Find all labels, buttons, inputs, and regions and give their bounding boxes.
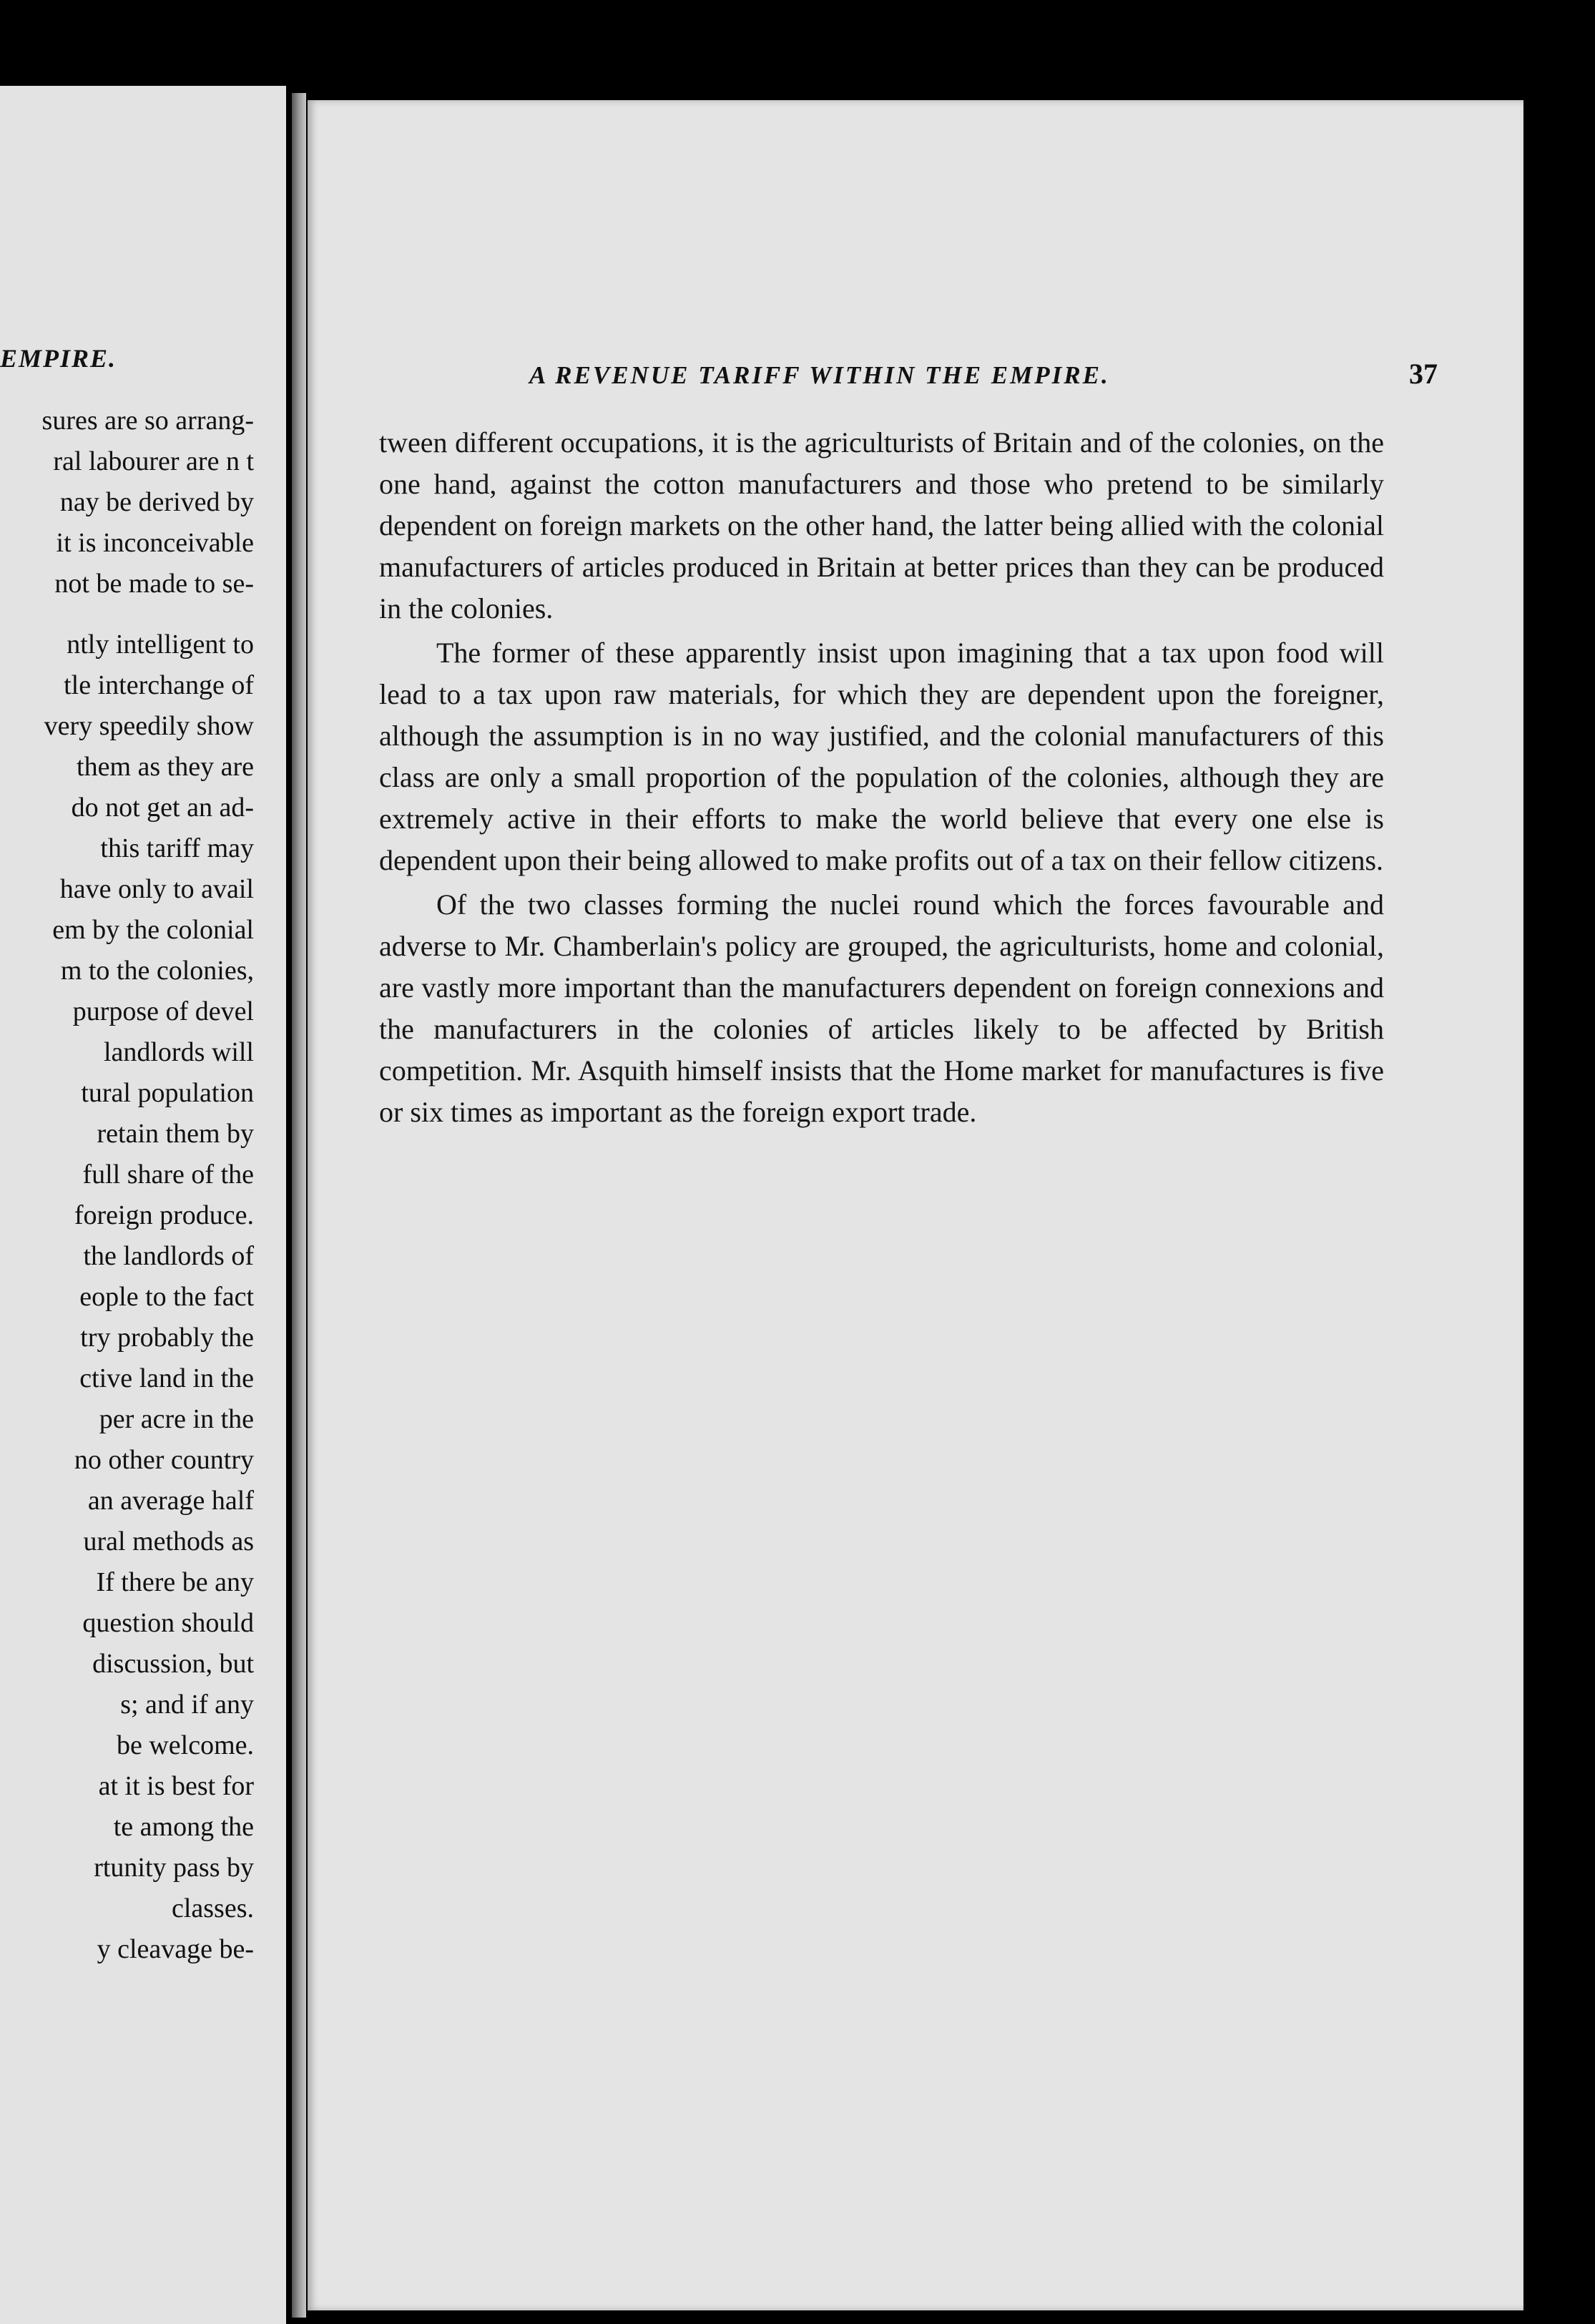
previous-page-line: question should — [82, 1608, 254, 1638]
previous-page-line: try probably the — [80, 1323, 254, 1353]
paragraph-3: Of the two classes forming the nuclei round which the forces favourable and adverse to Mr. Chamberlain's policy are grouped, the agriculturists, home and colonial, are vastly more important than the manufacturers dependent on foreign connexions and the manufacturers in the colonies of articles likely to be affected by British competition. Mr. Asquith himself insists that the Home market for manufactures is five or six times as important as the foreign export trade. — [379, 888, 1384, 1128]
previous-page-line: tle interchange of — [64, 670, 254, 700]
book-gutter — [292, 93, 306, 2318]
paragraph-2: The former of these apparently insist upon imagining that a tax upon food will lead to a tax upon raw materials, for which they are dependent upon the foreigner, although the assumption is in no way justified, and the colonial manufacturers of this class are only a small proportion of the population of the colonies, although they are extremely active in their efforts to make the world believe that every one else is dependent upon their being allowed to make profits out of a tax on their fellow citizens. — [379, 637, 1384, 876]
body-text — [379, 422, 1384, 1133]
previous-page-line: an average half — [87, 1486, 254, 1516]
previous-page-line: not be made to se- — [54, 569, 254, 599]
previous-page-line: no other country — [74, 1445, 254, 1475]
previous-page-line: sures are so arrang- — [41, 406, 254, 436]
previous-page-line: at it is best for — [98, 1771, 254, 1801]
previous-page-line: y cleavage be- — [97, 1934, 254, 1964]
previous-page-line: m to the colonies, — [60, 956, 254, 986]
previous-page-line: s; and if any — [120, 1690, 254, 1720]
previous-page-line: per acre in the — [99, 1404, 254, 1434]
previous-page-line: discussion, but — [92, 1649, 254, 1679]
previous-page-running-head: EMPIRE. — [0, 344, 117, 373]
previous-page-line: ral labourer are n t — [53, 446, 254, 476]
previous-page-line: If there be any — [96, 1567, 254, 1597]
paragraph-gap — [0, 604, 254, 624]
previous-page-line: them as they are — [77, 752, 254, 782]
previous-page — [0, 86, 286, 2324]
running-head — [529, 358, 1459, 404]
running-head-title: A REVENUE TARIFF WITHIN THE EMPIRE. — [529, 361, 1110, 389]
previous-page-line: retain them by — [97, 1119, 254, 1149]
previous-page-line: nay be derived by — [59, 487, 254, 517]
paragraph-1: tween different occupations, it is the agriculturists of Britain and of the colonies, on the one hand, against the cotton manufacturers and those who pretend to be similarly dependent on foreign markets on the other hand, the latter being allied with the colonial manufacturers of articles produced in Britain at better prices than they can be produced in the colonies. — [379, 426, 1384, 624]
previous-page-line: the landlords of — [83, 1241, 254, 1271]
previous-page-line: it is inconceivable — [56, 528, 254, 558]
previous-page-line: full share of the — [82, 1159, 254, 1190]
previous-page-line: purpose of devel — [72, 996, 254, 1026]
previous-page-line: foreign produce. — [74, 1200, 254, 1230]
previous-page-line: eople to the fact — [79, 1282, 254, 1312]
previous-page-line: rtunity pass by — [94, 1853, 254, 1883]
previous-page-line: ural methods as — [83, 1526, 254, 1556]
previous-page-line: ctive land in the — [79, 1363, 254, 1393]
previous-page-line: very speedily show — [44, 711, 254, 741]
previous-page-line: em by the colonial — [52, 915, 254, 945]
previous-page-line: classes. — [171, 1893, 254, 1923]
previous-page-line: te among the — [113, 1812, 254, 1842]
current-page — [308, 100, 1523, 2310]
previous-page-text — [0, 401, 254, 1970]
previous-page-line: tural population — [81, 1078, 254, 1108]
previous-page-line: do not get an ad- — [71, 793, 254, 823]
page-number: 37 — [1409, 358, 1438, 390]
previous-page-line: ntly intelligent to — [67, 629, 254, 660]
previous-page-line: landlords will — [103, 1037, 254, 1067]
previous-page-line: be welcome. — [116, 1730, 254, 1760]
previous-page-line: have only to avail — [59, 874, 254, 904]
previous-page-line: this tariff may — [100, 833, 254, 863]
